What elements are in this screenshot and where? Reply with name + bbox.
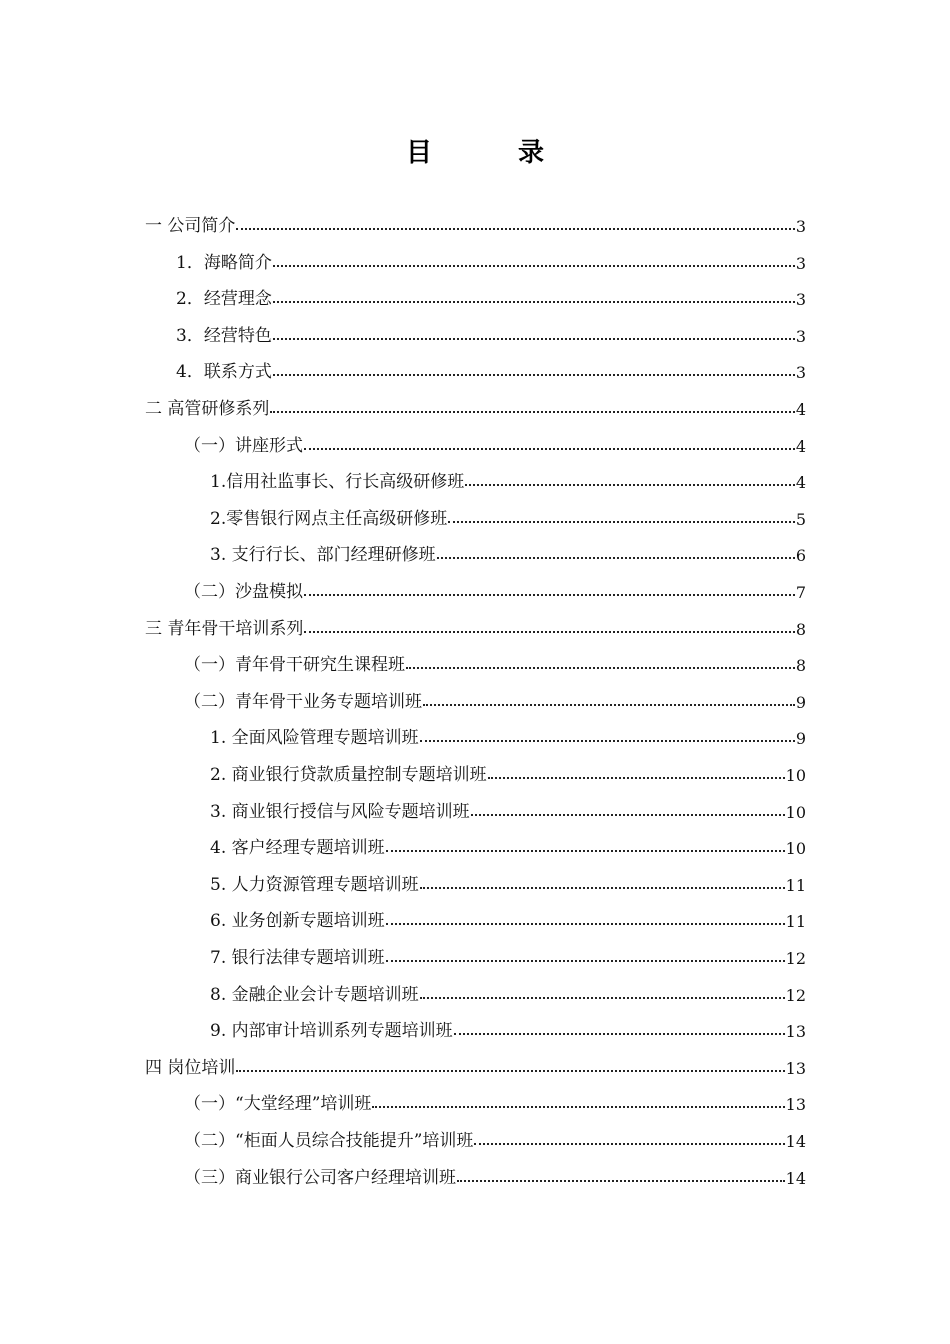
toc-entry-label: 三 青年骨干培训系列 (145, 618, 304, 639)
toc-entry-label: 1. 全面风险管理专题培训班 (210, 728, 419, 749)
toc-page-number: 10 (785, 839, 806, 859)
toc-entry-label: 9. 内部审计培训系列专题培训班 (210, 1021, 453, 1042)
toc-page-number: 11 (785, 912, 806, 932)
toc-page-number: 14 (785, 1168, 806, 1188)
toc-dot-leader (454, 1032, 785, 1035)
toc-entry[interactable] (210, 899, 806, 931)
toc-dot-leader (386, 959, 785, 962)
toc-entry[interactable] (184, 1082, 806, 1114)
toc-page-number: 3 (795, 326, 806, 346)
toc-entry-label: （一）讲座形式 (184, 435, 303, 456)
toc-entry[interactable] (184, 680, 806, 712)
toc-dot-leader (420, 886, 785, 889)
toc-entry-label: （二）“柜面人员综合技能提升”培训班 (184, 1131, 474, 1151)
toc-entry-label: 2.零售银行网点主任高级研修班 (210, 508, 448, 529)
toc-dot-leader (420, 996, 785, 999)
toc-dot-leader (474, 1142, 784, 1145)
toc-entry-label: （二）青年骨干业务专题培训班 (184, 691, 422, 712)
toc-entry[interactable] (210, 790, 806, 822)
toc-entry-label: 1.信用社监事长、行长高级研修班 (210, 472, 465, 493)
toc-dot-leader (386, 922, 785, 925)
toc-entry[interactable] (210, 753, 806, 785)
toc-entry-label: 1．海略简介 (176, 252, 272, 273)
toc-dot-leader (273, 264, 795, 267)
toc-dot-leader (270, 410, 794, 413)
toc-title: 目 录 (405, 138, 574, 168)
toc-page-number: 4 (795, 400, 806, 419)
toc-dot-leader (471, 813, 785, 816)
toc-page-number: 3 (795, 363, 806, 383)
toc-dot-leader (406, 666, 795, 669)
toc-entry[interactable] (210, 826, 806, 858)
toc-entry-label: （一）青年骨干研究生课程班 (184, 655, 405, 676)
toc-entry[interactable] (176, 241, 806, 273)
toc-dot-leader (304, 630, 794, 633)
toc-dot-leader (465, 483, 795, 486)
toc-page-number: 8 (795, 656, 806, 676)
toc-page-number: 5 (795, 509, 806, 529)
toc-dot-leader (304, 447, 795, 450)
toc-dot-leader (386, 849, 785, 852)
toc-page-number: 13 (785, 1058, 806, 1078)
toc-dot-leader (448, 520, 795, 523)
toc-entry[interactable] (145, 204, 806, 236)
toc-page-number: 4 (795, 473, 806, 493)
toc-page-number: 6 (795, 546, 806, 566)
toc-page-number: 12 (785, 985, 806, 1005)
toc-entry-label: （三）商业银行公司客户经理培训班 (184, 1167, 456, 1188)
toc-dot-leader (236, 1069, 784, 1072)
toc-dot-leader (423, 703, 795, 706)
toc-page-number: 11 (785, 875, 806, 895)
toc-page-number: 9 (795, 692, 806, 712)
toc-page-number: 7 (795, 583, 806, 602)
toc-page-number: 3 (795, 290, 806, 310)
toc-entry-label: 3．经营特色 (176, 325, 272, 346)
toc-dot-leader (488, 776, 785, 779)
toc-entry[interactable] (176, 314, 806, 346)
toc-entry-label: 2．经营理念 (176, 289, 272, 310)
toc-entry-label: 3. 支行行长、部门经理研修班 (210, 545, 436, 566)
toc-entry-label: 2. 商业银行贷款质量控制专题培训班 (210, 765, 487, 785)
toc-page-number: 13 (785, 1022, 806, 1042)
toc-entry-label: 6. 业务创新专题培训班 (210, 911, 385, 932)
toc-entry[interactable] (210, 716, 806, 748)
toc-dot-leader (273, 373, 795, 376)
toc-entry-label: 3. 商业银行授信与风险专题培训班 (210, 801, 470, 822)
toc-page-number: 3 (795, 217, 806, 236)
toc-dot-leader (273, 300, 795, 303)
toc-entry-label: 4．联系方式 (176, 362, 272, 383)
toc-entry-label: （二）沙盘模拟 (184, 582, 303, 602)
toc-dot-leader (437, 556, 795, 559)
toc-entry[interactable] (184, 570, 806, 602)
toc-entry[interactable] (184, 1119, 806, 1151)
toc-page-number: 10 (785, 802, 806, 822)
toc-page-number: 3 (795, 253, 806, 273)
toc-dot-leader (304, 593, 795, 596)
toc-entry[interactable] (210, 460, 806, 492)
toc-dot-leader (236, 227, 794, 230)
toc-page-number: 12 (785, 949, 806, 968)
toc-entry-label: 一 公司简介 (145, 216, 236, 236)
toc-entry-label: 4. 客户经理专题培训班 (210, 838, 385, 859)
toc-page-number: 13 (785, 1095, 806, 1115)
toc-entry[interactable] (210, 1009, 806, 1041)
toc-page-number: 8 (795, 619, 806, 639)
toc-entry[interactable] (176, 350, 806, 382)
toc-entry-label: （一）“大堂经理”培训班 (184, 1094, 372, 1115)
toc-entry[interactable] (210, 533, 806, 565)
toc-page-number: 10 (785, 766, 806, 785)
toc-entry[interactable] (184, 424, 806, 456)
toc-page-number: 9 (795, 729, 806, 749)
toc-entry[interactable] (145, 607, 806, 639)
toc-dot-leader (273, 337, 795, 340)
toc-dot-leader (420, 739, 795, 742)
toc-dot-leader (457, 1179, 785, 1182)
toc-entry[interactable] (210, 973, 806, 1005)
toc-entry[interactable] (184, 643, 806, 675)
toc-entry-label: 四 岗位培训 (145, 1057, 236, 1078)
toc-entry[interactable] (176, 277, 806, 309)
toc-entry-label: 8. 金融企业会计专题培训班 (210, 984, 419, 1005)
toc-entry[interactable] (210, 936, 806, 968)
toc-entry[interactable] (210, 863, 806, 895)
toc-entry-label: 二 高管研修系列 (145, 399, 270, 419)
toc-entry[interactable] (145, 1046, 806, 1078)
toc-entry-label: 5. 人力资源管理专题培训班 (210, 874, 419, 895)
toc-page-number: 14 (785, 1132, 806, 1151)
toc-dot-leader (372, 1105, 784, 1108)
toc-entry[interactable] (145, 387, 806, 419)
toc-entry[interactable] (184, 1156, 806, 1188)
toc-entry-label: 7. 银行法律专题培训班 (210, 948, 385, 968)
toc-page-number: 4 (795, 436, 806, 456)
toc-entry[interactable] (210, 497, 806, 529)
